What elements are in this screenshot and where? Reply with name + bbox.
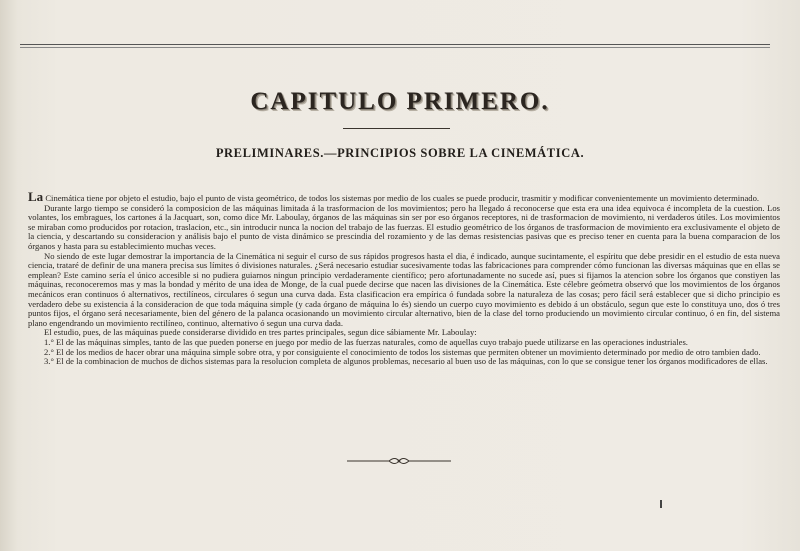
list-item-3: 3.° El de la combinacion de muchos de dichos sistemas para la resolucion completa de algunos problemas, necesario al buen uso de las máquinas, con lo que se consigue tener los órganos modificadores de ellas. [44,356,768,367]
ornament-divider-icon [345,455,453,467]
paragraph-1-text: Cinemática tiene por objeto el estudio, bajo el punto de vista geométrico, de todos los sistemas por medio de los cuales se puede producir, trasmitir y modificar convenientemente un movimiento determinado. [43,193,760,203]
chapter-title: CAPITULO PRIMERO. [250,88,550,115]
header-rule-secondary [20,47,770,48]
list-item-2: 2.° El de los medios de hacer obrar una máquina simple sobre otra, y por consiguiente el conocimiento de todos los sistemas que permiten obtener un movimiento determinado por medio de otro tambien dado. [44,346,761,357]
paragraph-1 [28,189,780,204]
paragraph-2: Durante largo tiempo se consideró la composicion de las máquinas limitada á la trasformacion de los movimientos; pero ha llegado á reconocerse que esta era una idea equivoca é incompleta de la cuestion. Los volantes, los embragues, los cartones á la Jacquart, son, como dice Mr. Laboulay, órganos de las máquinas sin ser por eso órganos receptores, ni de trasformacion de movimiento, ni verdaderos útiles. Los movimientos se miraban como producidos por rotacion, traslacion, etc., sin introducir nunca la nocion del trabajo de las fuerzas. El estudio geométrico de los órganos de trasformacion de movimiento era exclusivamente el objeto de la ciencia, y descartando su consideracion y análisis bajo el punto de vista dinámico se prescindia del rozamiento y de las demas resistencias pasivas que es preciso tener en cuenta para la buena comparacion de los órganos y hasta para su establecimiento muchas veces. [28,202,780,251]
header-rule [20,44,770,45]
list-item-1: 1.° El de las máquinas simples, tanto de las que pueden ponerse en juego por medio de las fuerzas naturales, como de aquellas cuyo trabajo puede utilizarse en las operaciones industriales. [44,336,688,347]
drop-cap: La [28,189,44,204]
chapter-body [28,189,780,367]
chapter-subtitle: PRELIMINARES.—PRINCIPIOS SOBRE LA CINEMÁTICA. [215,146,585,160]
paragraph-3: No siendo de este lugar demostrar la importancia de la Cinemática ni seguir el curso de sus rápidos progresos hasta el dia, é indicado, aunque sucintamente, el espíritu que debe presidir en el estudio de esta nueva ciencia, trataré de definir de una manera precisa sus límites ó divisiones naturales. ¿Será necesario estudiar sucesivamente todas las fabricaciones para comprender cómo funcionan las diversas máquinas que en ellas se emplean? Este camino sería el único accesible si no pudiera guiarnos ningun principio verdaderamente científico; pero afortunadamente no sucede así, pues si fijamos la atencion sobre los órganos que constiyen las máquinas, reconoceremos mas y mas la bondad y mérito de una idea de Monge, de la cual puede decirse que nacen las divisiones de la Cinemática. Este célebre geómetra observó que los movimientos de los órganos mecánicos eran continuos ó alternativos, rectilíneos, circulares ó segun una curva dada. Esta clasificacion era empírica ó fundada sobre la naturaleza de las cosas; pero fácil será establecer que si dicho principio es verdadero debe su existencia á la consideracion de que toda máquina simple (y cada órgano de máquina lo és) siendo un cuerpo cuyo movimiento es debido á un obstáculo, segun que este lo constituya uno, dos ó tres puntos fijos, el órgano será necesariamente, bien del género de la palanca ocasionando un movimiento circular alternativo, bien de la clase del torno produciendo un movimiento circular continuo, ó en fin, del sistema plano engendrando un movimiento rectilíneo, continuo, alternativo ó segun una curva dada. [28,250,780,328]
page-mark [660,500,662,508]
paragraph-4: El estudio, pues, de las máquinas puede considerarse dividido en tres partes principales, segun dice sábiamente Mr. Laboulay: [44,327,477,338]
title-underline [343,128,450,129]
